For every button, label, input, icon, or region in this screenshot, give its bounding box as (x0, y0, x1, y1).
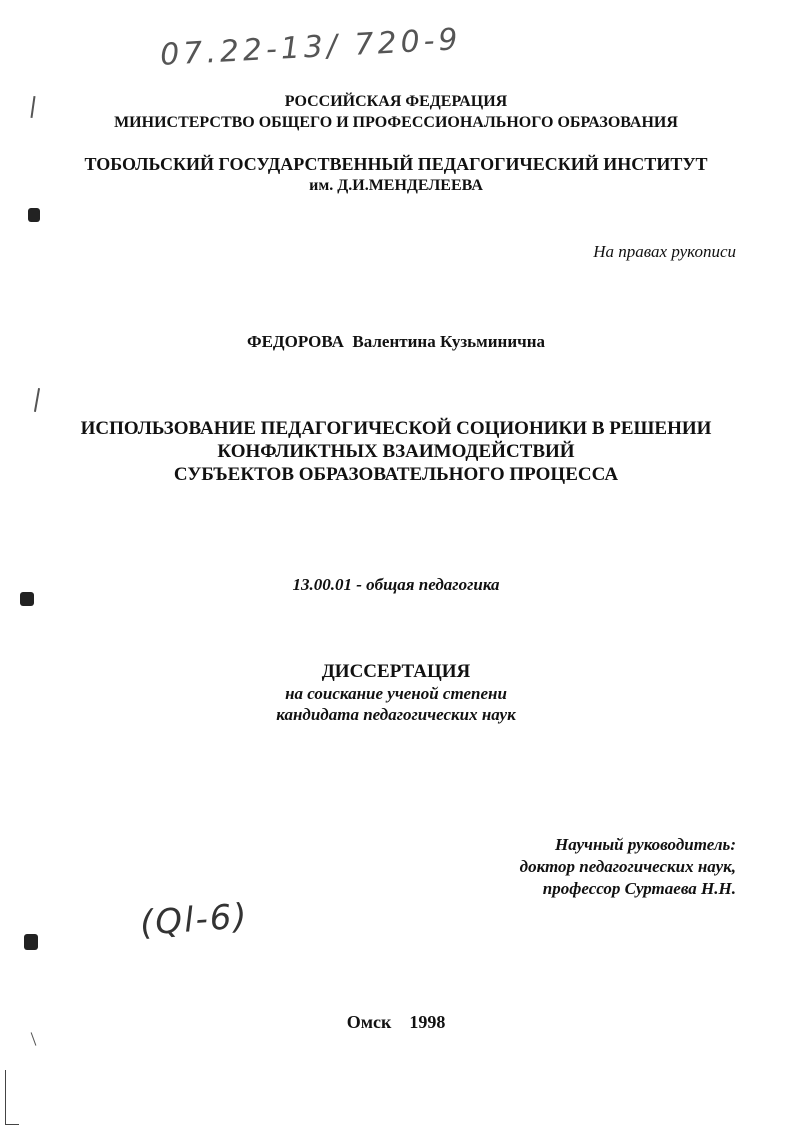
year: 1998 (409, 1012, 446, 1032)
degree-line-2: кандидата педагогических наук (276, 705, 516, 724)
margin-line (5, 1070, 6, 1125)
degree-line-1: на соискание ученой степени (285, 684, 507, 703)
punch-hole-mark (28, 208, 40, 222)
institute-heading: ТОБОЛЬСКИЙ ГОСУДАРСТВЕННЫЙ ПЕДАГОГИЧЕСКИЙ ИНСТИТУТ (84, 154, 708, 174)
country-heading: РОССИЙСКАЯ ФЕДЕРАЦИЯ (284, 93, 508, 110)
author-given-names: Валентина Кузьминична (352, 332, 546, 351)
handwritten-note: (Ql-6) (138, 896, 250, 944)
author (0, 332, 792, 352)
place-and-year (0, 1012, 792, 1033)
margin-mark (31, 1032, 37, 1045)
ministry-heading: МИНИСТЕРСТВО ОБЩЕГО И ПРОФЕССИОНАЛЬНОГО ОБРАЗОВАНИЯ (114, 114, 678, 131)
punch-hole-mark (24, 934, 38, 950)
specialty: 13.00.01 - общая педагогика (292, 575, 500, 594)
margin-mark (34, 388, 40, 412)
dissertation-label: ДИССЕРТАЦИЯ (321, 661, 471, 682)
rights-note: На правах рукописи (593, 242, 736, 261)
handwritten-archive-number: 07.22-13/ 720-9 (159, 22, 463, 73)
author-surname: ФЕДОРОВА (246, 332, 344, 351)
thesis-title-line-2: КОНФЛИКТНЫХ ВЗАИМОДЕЙСТВИЙ (217, 441, 575, 462)
supervisor-name: профессор Суртаева Н.Н. (542, 879, 736, 898)
thesis-title-line-3: СУБЪЕКТОВ ОБРАЗОВАТЕЛЬНОГО ПРОЦЕССА (173, 464, 619, 485)
margin-line (5, 1124, 19, 1125)
supervisor-label: Научный руководитель: (554, 835, 736, 854)
thesis-title-line-1: ИСПОЛЬЗОВАНИЕ ПЕДАГОГИЧЕСКОЙ СОЦИОНИКИ В РЕШЕНИИ (80, 418, 712, 439)
institute-name: им. Д.И.МЕНДЕЛЕЕВА (309, 177, 483, 194)
supervisor-degree: доктор педагогических наук, (519, 857, 736, 876)
city: Омск (346, 1012, 392, 1032)
